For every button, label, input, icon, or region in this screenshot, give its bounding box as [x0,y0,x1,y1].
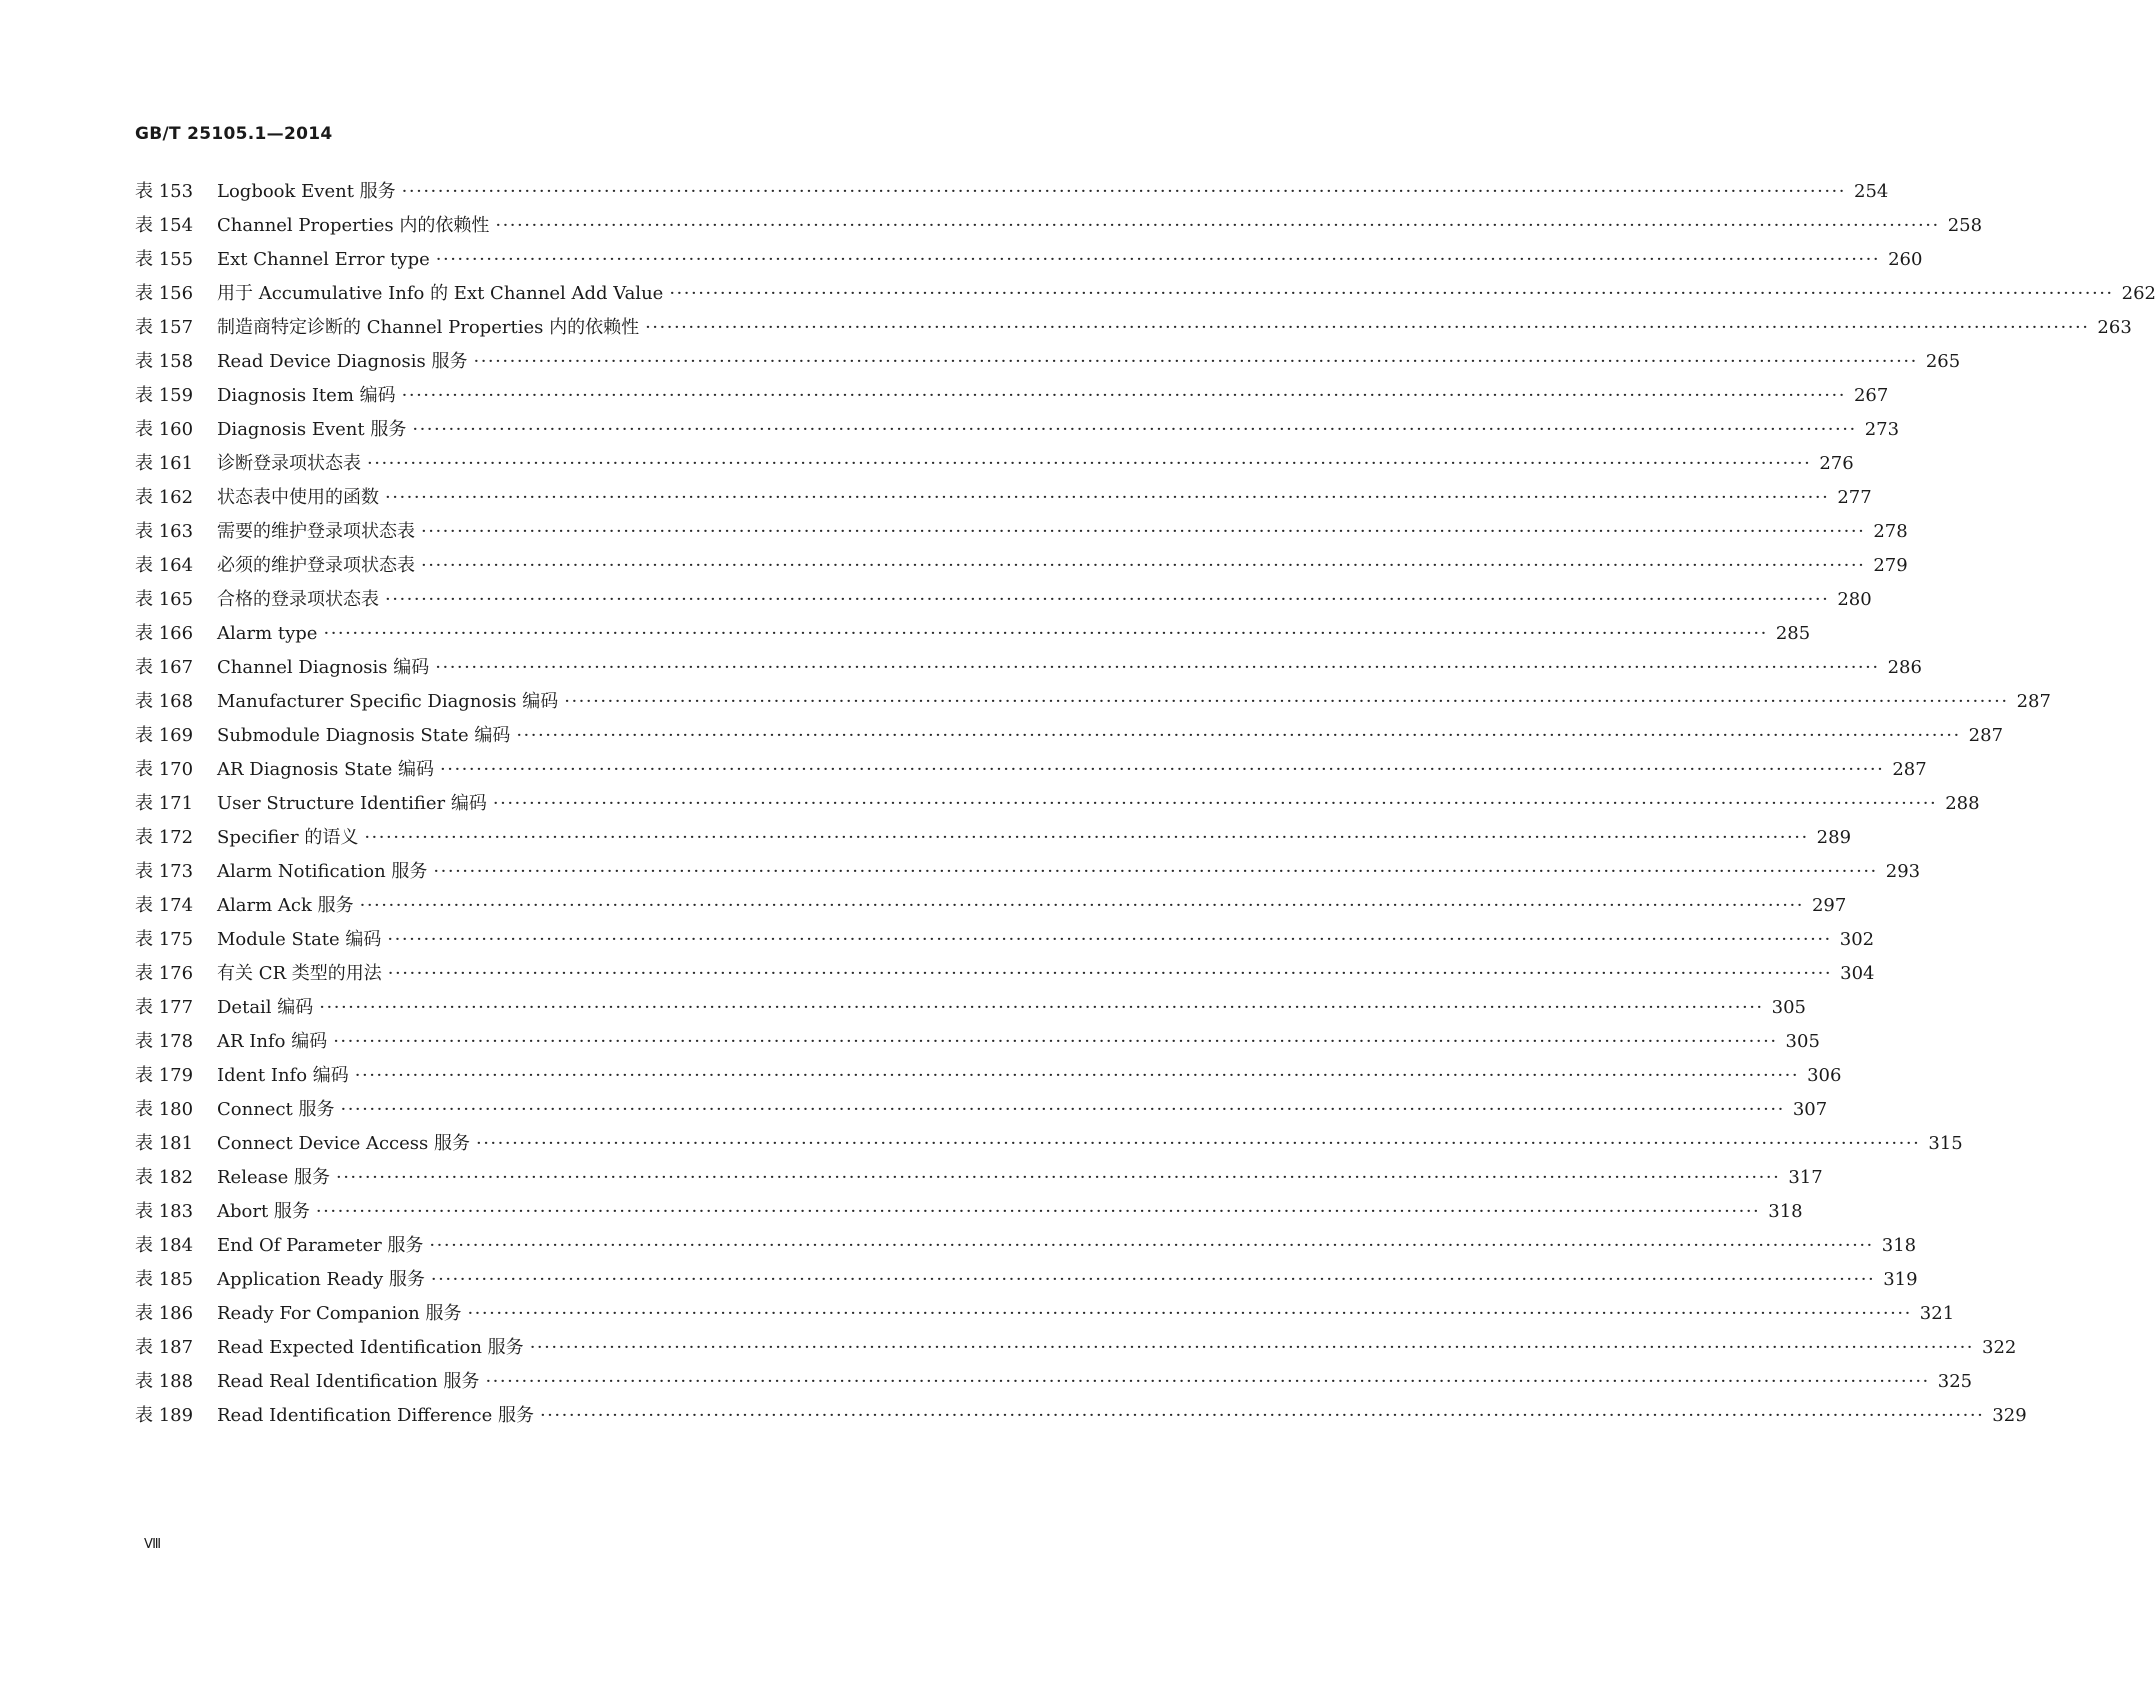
dot-leader: ········································································································································································································ [669,283,2114,304]
page-number: 321 [1919,1303,1955,1324]
toc-entry[interactable] [135,212,1983,240]
table-title: Diagnosis Item 编码 [217,385,396,406]
table-number: 表 159 [135,385,194,406]
toc-entry[interactable] [135,1334,2017,1362]
dot-leader: ········································································································································································································ [387,963,1833,984]
page-number: 307 [1792,1099,1828,1120]
toc-entry[interactable] [135,654,1922,682]
toc-entry[interactable] [135,1028,1820,1056]
page-number: 315 [1928,1133,1963,1154]
toc-entry[interactable] [135,688,2051,716]
table-title: Diagnosis Event 服务 [217,419,407,440]
dot-leader: ········································································································································································································ [485,1371,1930,1392]
table-title: Specifier 的语义 [217,827,359,848]
table-number: 表 155 [135,249,194,270]
table-number: 表 177 [135,997,194,1018]
dot-leader: ········································································································································································································ [564,691,2009,712]
toc-entry[interactable] [135,1198,1803,1226]
toc-entry[interactable] [135,1130,1963,1158]
table-title: Connect Device Access 服务 [217,1133,470,1154]
page-number: 317 [1788,1167,1823,1188]
table-number: 表 181 [135,1133,194,1154]
table-number: 表 157 [135,317,194,338]
dot-leader: ········································································································································································································ [435,657,1880,678]
page-number: 304 [1840,963,1875,984]
table-title: Connect 服务 [217,1099,335,1120]
table-number: 表 188 [135,1371,194,1392]
table-number: 表 189 [135,1405,194,1426]
table-number: 表 167 [135,657,194,678]
toc-entry[interactable] [135,1062,1842,1090]
toc-entry[interactable] [135,416,1900,444]
toc-entry[interactable] [135,178,1889,206]
page-number: 305 [1785,1031,1820,1052]
dot-leader: ········································································································································································································ [364,827,1809,848]
page-number: 278 [1873,521,1908,542]
table-number: 表 163 [135,521,194,542]
table-title: Submodule Diagnosis State 编码 [217,725,511,746]
dot-leader: ········································································································································································································ [529,1337,1975,1358]
dot-leader: ········································································································································································································ [516,725,1961,746]
dot-leader: ········································································································································································································ [412,419,1857,440]
table-title: Alarm type [217,623,318,644]
table-title: 状态表中使用的函数 [217,487,379,508]
page-number: 287 [2016,691,2051,712]
table-title: 制造商特定诊断的 Channel Properties 内的依赖性 [217,317,640,338]
table-number: 表 182 [135,1167,194,1188]
dot-leader: ········································································································································································································ [340,1099,1785,1120]
page-number: 262 [2121,283,2156,304]
table-number: 表 169 [135,725,194,746]
table-title: Alarm Notification 服务 [217,861,428,882]
page-number: 286 [1887,657,1922,678]
table-number: 表 186 [135,1303,194,1324]
page-number: 322 [1982,1337,2017,1358]
table-number: 表 180 [135,1099,194,1120]
table-title: End Of Parameter 服务 [217,1235,424,1256]
table-number: 表 154 [135,215,194,236]
dot-leader: ········································································································································································································ [421,555,1866,576]
table-title: Read Expected Identification 服务 [217,1337,524,1358]
toc-entry[interactable] [135,450,1854,478]
page-number: 258 [1947,215,1983,236]
table-number: 表 176 [135,963,194,984]
page-number: 318 [1881,1235,1917,1256]
toc-entry[interactable] [135,1300,1955,1328]
page-number: 325 [1937,1371,1973,1392]
page-number: 277 [1837,487,1872,508]
toc-entry[interactable] [135,926,1875,954]
table-number: 表 175 [135,929,194,950]
page-number: 293 [1885,861,1921,882]
toc-entry[interactable] [135,484,1872,512]
table-title: Logbook Event 服务 [217,181,396,202]
table-number: 表 153 [135,181,194,202]
table-title: Read Device Diagnosis 服务 [217,351,468,372]
toc-entry[interactable] [135,314,2132,342]
page-number: 287 [1892,759,1927,780]
table-title: Read Real Identification 服务 [217,1371,480,1392]
table-title: Manufacturer Specific Diagnosis 编码 [217,691,559,712]
page-number: 276 [1819,453,1854,474]
toc-entry[interactable] [135,246,1923,274]
page-number: 289 [1816,827,1852,848]
toc-entry[interactable] [135,1096,1828,1124]
table-number: 表 184 [135,1235,194,1256]
dot-leader: ········································································································································································································ [401,385,1846,406]
table-title: 必须的维护登录项状态表 [217,555,415,576]
toc-entry[interactable] [135,722,2004,750]
dot-leader: ········································································································································································································ [421,521,1866,542]
page-number: 260 [1888,249,1923,270]
page-number: 305 [1771,997,1806,1018]
table-number: 表 173 [135,861,194,882]
toc-entry[interactable] [135,552,1908,580]
dot-leader: ········································································································································································································ [435,249,1881,270]
page-number: 280 [1837,589,1872,610]
page-number: 265 [1925,351,1961,372]
toc-entry[interactable] [135,824,1852,852]
table-number: 表 164 [135,555,194,576]
table-number: 表 171 [135,793,194,814]
dot-leader: ········································································································································································································ [385,487,1830,508]
dot-leader: ········································································································································································································ [430,1269,1876,1290]
dot-leader: ········································································································································································································ [492,793,1938,814]
table-number: 表 174 [135,895,194,916]
table-title: AR Info 编码 [217,1031,328,1052]
table-number: 表 185 [135,1269,194,1290]
table-title: 合格的登录项状态表 [217,589,379,610]
toc-entry[interactable] [135,1164,1823,1192]
dot-leader: ········································································································································································································ [323,623,1768,644]
page-number: 279 [1873,555,1908,576]
dot-leader: ········································································································································································································ [539,1405,1985,1426]
toc-entry[interactable] [135,960,1875,988]
toc-entry[interactable] [135,620,1811,648]
dot-leader: ········································································································································································································ [473,351,1918,372]
toc-entry[interactable] [135,280,2156,308]
table-title: AR Diagnosis State 编码 [217,759,435,780]
table-number: 表 172 [135,827,194,848]
table-number: 表 183 [135,1201,194,1222]
table-number: 表 170 [135,759,194,780]
dot-leader: ········································································································································································································ [645,317,2090,338]
table-title: Ready For Companion 服务 [217,1303,462,1324]
table-title: 诊断登录项状态表 [217,453,361,474]
table-number: 表 178 [135,1031,194,1052]
page-number: 263 [2097,317,2132,338]
table-title: Channel Properties 内的依赖性 [217,215,490,236]
page-number: 267 [1853,385,1889,406]
toc-entry[interactable] [135,756,1927,784]
table-number: 表 168 [135,691,194,712]
dot-leader: ········································································································································································································ [367,453,1812,474]
table-title: Release 服务 [217,1167,330,1188]
table-title: Abort 服务 [217,1201,310,1222]
page-number: 285 [1775,623,1811,644]
table-title: User Structure Identifier 编码 [217,793,487,814]
table-title: Read Identification Difference 服务 [217,1405,534,1426]
table-title: 用于 Accumulative Info 的 Ext Channel Add Value [217,283,664,304]
table-title: Alarm Ack 服务 [217,895,354,916]
page-number: 329 [1992,1405,2027,1426]
dot-leader: ········································································································································································································ [429,1235,1874,1256]
table-title: Detail 编码 [217,997,314,1018]
table-number: 表 156 [135,283,194,304]
dot-leader: ········································································································································································································ [319,997,1764,1018]
table-number: 表 166 [135,623,194,644]
dot-leader: ········································································································································································································ [333,1031,1778,1052]
page-number: 297 [1811,895,1847,916]
dot-leader: ········································································································································································································ [401,181,1846,202]
page-number: 319 [1883,1269,1918,1290]
page-number: 302 [1839,929,1875,950]
toc-entry[interactable] [135,348,1961,376]
dot-leader: ········································································································································································································ [385,589,1830,610]
toc-entry[interactable] [135,1368,1973,1396]
table-number: 表 162 [135,487,194,508]
page-number: 273 [1864,419,1900,440]
table-title: Module State 编码 [217,929,382,950]
toc-entry[interactable] [135,790,1980,818]
dot-leader: ········································································································································································································ [315,1201,1761,1222]
toc-entry[interactable] [135,858,1921,886]
table-title: Channel Diagnosis 编码 [217,657,430,678]
dot-leader: ········································································································································································································ [359,895,1804,916]
toc-entry[interactable] [135,1266,1918,1294]
toc-entry[interactable] [135,994,1806,1022]
table-number: 表 160 [135,419,194,440]
dot-leader: ········································································································································································································ [433,861,1878,882]
dot-leader: ········································································································································································································ [475,1133,1921,1154]
toc-entry[interactable] [135,586,1872,614]
table-number: 表 158 [135,351,194,372]
dot-leader: ········································································································································································································ [335,1167,1781,1188]
document-header: GB/T 25105.1—2014 [135,124,333,144]
dot-leader: ········································································································································································································ [387,929,1832,950]
dot-leader: ········································································································································································································ [440,759,1885,780]
page-number: 306 [1807,1065,1842,1086]
table-number: 表 179 [135,1065,194,1086]
page-number: 288 [1945,793,1980,814]
table-title: Ident Info 编码 [217,1065,349,1086]
table-title: 有关 CR 类型的用法 [217,963,382,984]
table-number: 表 187 [135,1337,194,1358]
toc-entry[interactable] [135,382,1889,410]
table-title: Ext Channel Error type [217,249,430,270]
footer-page-numeral: Ⅷ [144,1537,161,1552]
page-number: 254 [1854,181,1889,202]
toc-entry[interactable] [135,1232,1917,1260]
dot-leader: ········································································································································································································ [467,1303,1912,1324]
dot-leader: ········································································································································································································ [354,1065,1800,1086]
dot-leader: ········································································································································································································ [495,215,1940,236]
table-title: 需要的维护登录项状态表 [217,521,415,542]
page-number: 318 [1768,1201,1803,1222]
toc-entry[interactable] [135,518,1908,546]
table-title: Application Ready 服务 [217,1269,425,1290]
table-number: 表 161 [135,453,194,474]
toc-entry[interactable] [135,1402,2027,1430]
toc-entry[interactable] [135,892,1847,920]
table-number: 表 165 [135,589,194,610]
page-number: 287 [1968,725,2004,746]
